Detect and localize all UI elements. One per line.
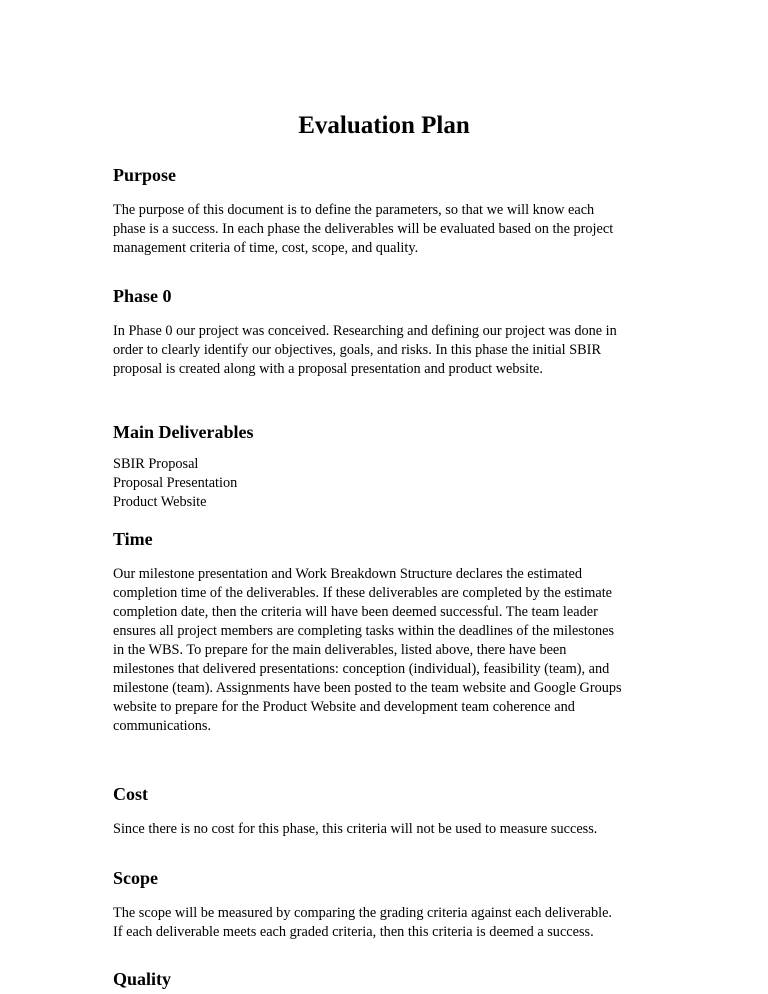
text-line: management criteria of time, cost, scope, and quality.	[113, 240, 419, 256]
document-title: Evaluation Plan	[298, 112, 470, 139]
text-line: milestones that delivered presentations: conception (individual), feasibility (team), and	[113, 661, 610, 677]
text-line: website to prepare for the Product Website and development team coherence and	[113, 699, 575, 715]
text-line: milestone (team). Assignments have been posted to the team website and Google Groups	[113, 680, 622, 696]
text-line: completion date, then the criteria will have been deemed successful. The team leader	[113, 604, 598, 620]
text-line: Since there is no cost for this phase, this criteria will not be used to measure success.	[113, 821, 598, 837]
list-item: SBIR Proposal	[113, 456, 199, 472]
paragraph-phase-0	[113, 322, 617, 379]
text-line: order to clearly identify our objectives, goals, and risks. In this phase the initial SBIR	[113, 342, 601, 358]
paragraph-scope	[113, 904, 612, 942]
paragraph-cost	[113, 820, 597, 839]
text-line: ensures all project members are completing tasks within the deadlines of the milestones	[113, 623, 615, 639]
text-line: The purpose of this document is to define the parameters, so that we will know each	[113, 202, 595, 218]
heading-scope: Scope	[113, 868, 158, 888]
list-item: Proposal Presentation	[113, 475, 238, 491]
heading-phase-0: Phase 0	[113, 286, 172, 306]
heading-time: Time	[113, 529, 153, 549]
text-line: In Phase 0 our project was conceived. Researching and defining our project was done in	[113, 323, 617, 339]
text-line: The scope will be measured by comparing the grading criteria against each deliverable.	[113, 905, 612, 921]
text-line: Our milestone presentation and Work Breakdown Structure declares the estimated	[113, 566, 583, 582]
heading-quality: Quality	[113, 969, 172, 989]
heading-main-deliverables: Main Deliverables	[113, 422, 254, 442]
text-line: phase is a success. In each phase the deliverables will be evaluated based on the project	[113, 221, 614, 237]
text-line: in the WBS. To prepare for the main deliverables, listed above, there have been	[113, 642, 567, 658]
text-line: completion time of the deliverables. If these deliverables are completed by the estimate	[113, 585, 613, 601]
paragraph-time	[113, 565, 622, 736]
list-item: Product Website	[113, 494, 207, 510]
heading-cost: Cost	[113, 784, 148, 804]
text-line: communications.	[113, 718, 212, 734]
text-line: proposal is created along with a proposal presentation and product website.	[113, 361, 543, 377]
paragraph-purpose	[113, 201, 613, 258]
text-line: If each deliverable meets each graded criteria, then this criteria is deemed a success.	[113, 924, 594, 940]
deliverables-list	[113, 455, 237, 512]
heading-purpose: Purpose	[113, 165, 176, 185]
